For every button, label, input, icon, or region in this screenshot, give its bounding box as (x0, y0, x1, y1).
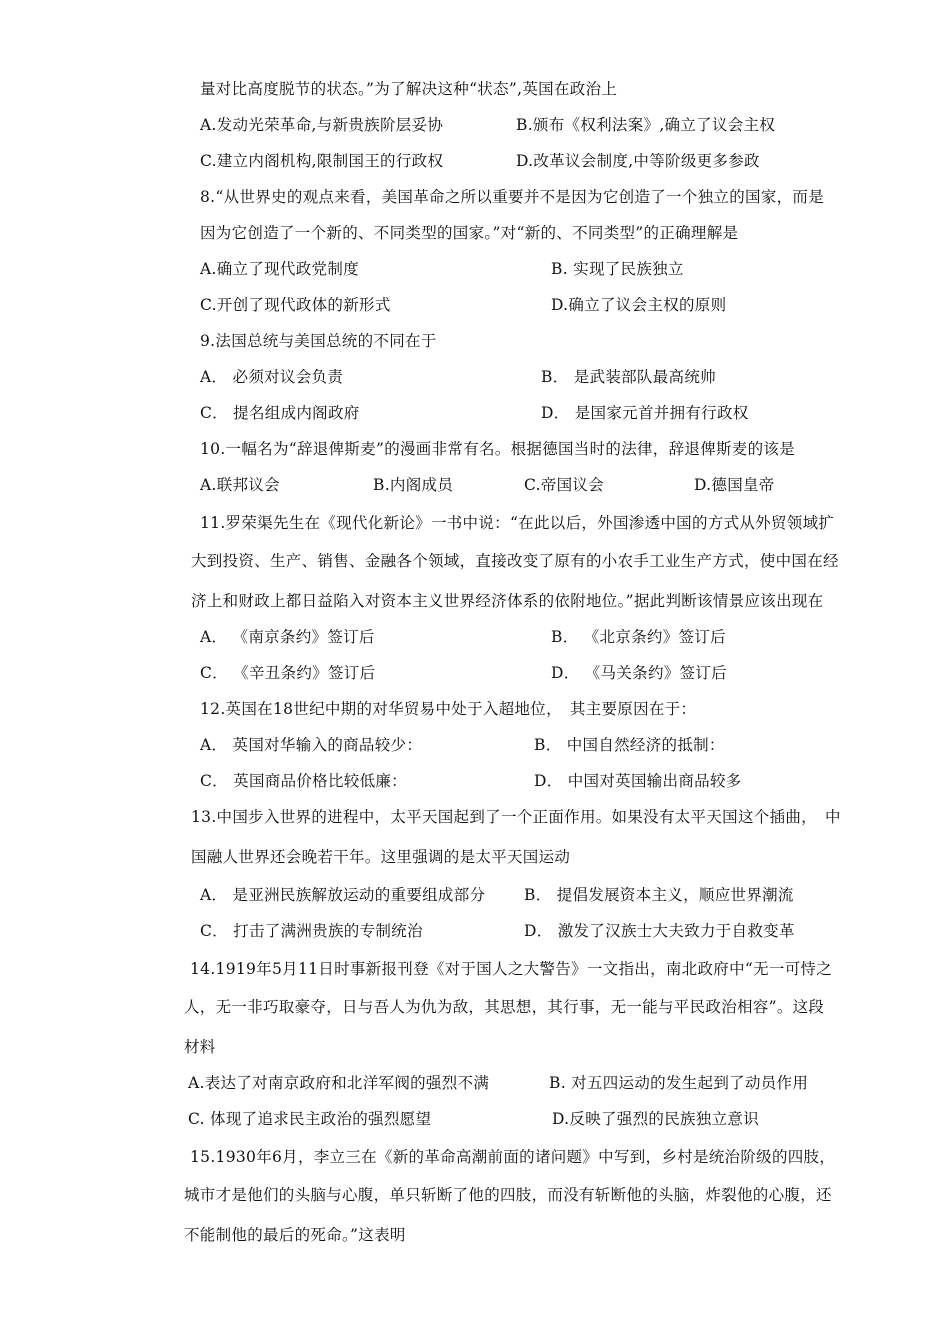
q11-option-a: A． 《南京条约》签订后 (200, 628, 375, 646)
q7-option-d: D.改革议会制度,中等阶级更多参政 (516, 152, 760, 170)
q9-option-b: B． 是武装部队最高统帅 (541, 368, 716, 386)
q13-stem-line2: 国融人世界还会晚若干年。这里强调的是太平天国运动 (191, 848, 571, 866)
q12-stem-line1: 12.英国在18世纪中期的对华贸易中处于入超地位， 其主要原因在于： (200, 700, 697, 718)
q7-option-b: B.颁布《权利法案》,确立了议会主权 (516, 116, 776, 134)
q9-stem-line1: 9.法国总统与美国总统的不同在于 (200, 332, 437, 350)
q7-stem-tail: 量对比高度脱节的状态。”为了解决这种“状态”,英国在政治上 (200, 80, 618, 98)
q8-option-b: B. 实现了民族独立 (551, 260, 684, 278)
q10-option-c: C.帝国议会 (524, 476, 605, 494)
q14-option-b: B. 对五四运动的发生起到了动员作用 (549, 1074, 809, 1092)
q11-stem-line3: 济上和财政上都日益陷入对资本主义世界经济体系的依附地位。”据此判断该情景应该出现在 (191, 592, 824, 610)
q13-stem-line1: 13.中国步入世界的进程中，太平天国起到了一个正面作用。如果没有太平天国这个插曲， 中 (191, 808, 841, 826)
q12-option-b: B． 中国自然经济的抵制： (534, 736, 725, 754)
q13-option-d: D． 激发了汉族士大夫致力于自救变革 (524, 922, 795, 940)
q8-stem-line2: 因为它创造了一个新的、不同类型的国家。”对“新的、不同类型”的正确理解是 (200, 224, 739, 242)
q11-option-b: B． 《北京条约》签订后 (551, 628, 726, 646)
q14-stem-line3: 材料 (184, 1038, 216, 1056)
q15-stem-line1: 15.1930年6月，李立三在《新的革命高潮前面的诸问题》中写到，乡村是统治阶级的四肢， (190, 1148, 836, 1166)
q14-option-d: D.反映了强烈的民族独立意识 (552, 1110, 760, 1128)
q13-option-a: A． 是亚洲民族解放运动的重要组成部分 (200, 886, 486, 904)
q12-option-c: C． 英国商品价格比较低廉： (200, 772, 407, 790)
q9-option-c: C． 提名组成内阁政府 (200, 404, 360, 422)
q11-stem-line1: 11.罗荣渠先生在《现代化新论》一书中说：“在此以后，外国渗透中国的方式从外贸领域扩 (200, 514, 835, 532)
q11-stem-line2: 大到投资、生产、销售、金融各个领域，直接改变了原有的小农手工业生产方式，使中国在经 (191, 552, 839, 570)
q11-option-d: D． 《马关条约》签订后 (551, 664, 727, 682)
q9-option-a: A． 必须对议会负责 (200, 368, 344, 386)
q10-option-a: A.联邦议会 (200, 476, 280, 494)
q9-option-d: D． 是国家元首并拥有行政权 (541, 404, 749, 422)
q8-option-c: C.开创了现代政体的新形式 (200, 296, 391, 314)
q13-option-b: B． 提倡发展资本主义，顺应世界潮流 (524, 886, 794, 904)
q15-stem-line3: 不能制他的最后的死命。”这表明 (184, 1226, 406, 1244)
q12-option-a: A． 英国对华输入的商品较少： (200, 736, 423, 754)
q14-option-a: A.表达了对南京政府和北洋军阀的强烈不满 (188, 1074, 490, 1092)
q10-option-b: B.内阁成员 (373, 476, 454, 494)
q13-option-c: C． 打击了满洲贵族的专制统治 (200, 922, 423, 940)
q10-stem-line1: 10.一幅名为“辞退俾斯麦”的漫画非常有名。根据德国当时的法律，辞退俾斯麦的该是 (200, 440, 796, 458)
q12-option-d: D． 中国对英国输出商品较多 (534, 772, 742, 790)
q15-stem-line2: 城市才是他们的头脑与心腹，单只斩断了他的四肢，而没有斩断他的头脑，炸裂他的心腹，还 (184, 1186, 832, 1204)
q10-option-d: D.德国皇帝 (694, 476, 775, 494)
q14-option-c: C. 体现了追求民主政治的强烈愿望 (188, 1110, 432, 1128)
q14-stem-line1: 14.1919年5月11日时事新报刊登《对于国人之大警告》一文指出，南北政府中“无一可恃之 (190, 960, 833, 978)
q14-stem-line2: 人，无一非巧取豪夺，日与吾人为仇为敌，其思想，其行事，无一能与平民政治相容”。这段 (184, 998, 825, 1016)
q8-option-a: A.确立了现代政党制度 (200, 260, 359, 278)
q7-option-a: A.发动光荣革命,与新贵族阶层妥协 (200, 116, 444, 134)
q7-option-c: C.建立内阁机构,限制国王的行政权 (200, 152, 444, 170)
q8-option-d: D.确立了议会主权的原则 (551, 296, 727, 314)
q11-option-c: C． 《辛丑条约》签订后 (200, 664, 376, 682)
q8-stem-line1: 8.“从世界史的观点来看，美国革命之所以重要并不是因为它创造了一个独立的国家，而是 (200, 188, 825, 206)
